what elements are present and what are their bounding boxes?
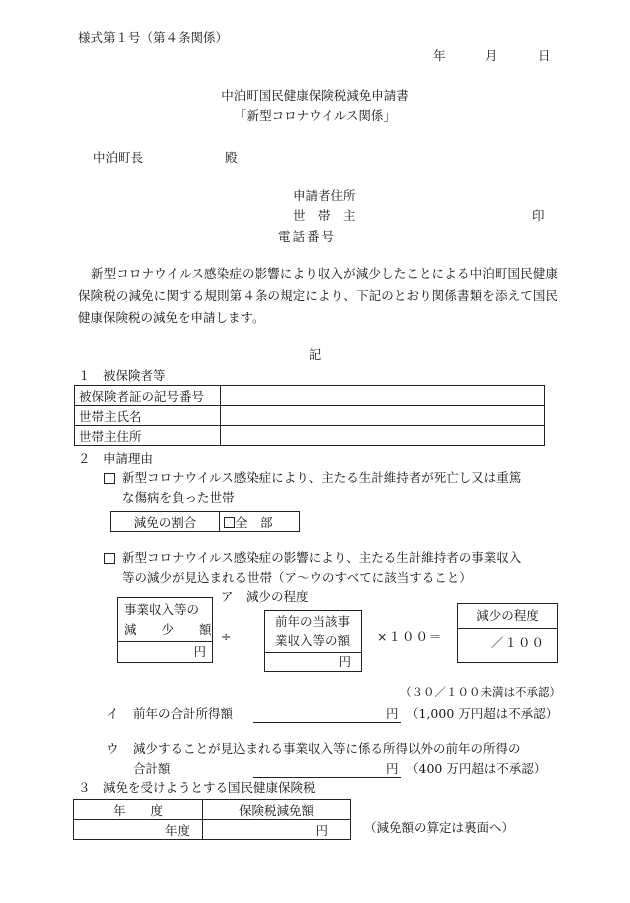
ki-heading: 記 [308, 347, 322, 362]
exemption-amount-cell[interactable]: 円 [203, 820, 351, 840]
item-i-yen: 円 [386, 706, 399, 721]
section3-heading: ３ 減免を受けようとする国民健康保険税 [78, 780, 316, 795]
table-row [74, 800, 351, 820]
rate-label: 減免の割合 [111, 512, 220, 532]
exemption-table [73, 799, 351, 840]
fiscal-year-cell[interactable]: 年度 [74, 820, 203, 840]
date-year-label: 年 [433, 48, 446, 63]
addressee-name: 中泊町長 [93, 150, 144, 165]
item-i-label: 前年の合計所得額 [133, 706, 234, 721]
application-body-text: 新型コロナウイルス感染症の影響により収入が減少したことによる中泊町国民健康保険税の減免に関する規則第４条の規定により、下記のとおり関係書類を添えて国民健康保険税の減免を申請します。 [78, 266, 558, 325]
item-u-line1: 減少することが見込まれる事業収入等に係る所得以外の前年の所得の [133, 741, 521, 756]
reduction-degree-box [457, 603, 558, 663]
divide-sign: ÷ [221, 629, 232, 644]
table-row [75, 386, 545, 406]
section2-heading: ２ 申請理由 [78, 451, 154, 466]
date-day-label: 日 [538, 48, 551, 63]
table-row [75, 426, 545, 446]
item-u-marker: ウ [106, 741, 119, 756]
phone-label: 電話番号 [278, 229, 337, 244]
insured-number-field[interactable] [221, 386, 545, 406]
degree-value: ／１００ [490, 635, 545, 650]
form-number: 様式第１号（第４条関係） [78, 30, 229, 45]
insured-number-label: 被保険者証の記号番号 [75, 386, 221, 406]
item-u-note: （400 万円超は不承認） [406, 761, 547, 776]
previous-label-1: 前年の当該事 [275, 614, 351, 629]
degree-note: （３０／１００未満は不承認） [400, 685, 561, 699]
seal-mark: 印 [532, 208, 545, 223]
item-u-amount-line[interactable] [253, 777, 401, 778]
head-address-field[interactable] [221, 426, 545, 446]
household-head-label: 世 帯 主 [293, 208, 356, 223]
rate-value: 全 部 [235, 514, 273, 530]
item-u-line2: 合計額 [133, 761, 171, 776]
reduction-amount-box [117, 597, 213, 663]
calculation-note: （減免額の算定は裏面へ） [364, 820, 515, 835]
item-u-yen: 円 [386, 761, 399, 776]
previous-amount-box [264, 610, 362, 672]
reason1-line1: 新型コロナウイルス感染症により、主たる生計維持者が死亡し又は重篤 [122, 470, 522, 485]
item-i-note: （1,000 万円超は不承認） [406, 706, 559, 721]
head-name-field[interactable] [221, 406, 545, 426]
page-subtitle: 「新型コロナウイルス関係」 [234, 108, 396, 123]
reason2-line2: 等の減少が見込まれる世帯（ア〜ウのすべてに該当すること） [122, 570, 472, 585]
rate-all-checkbox[interactable] [224, 517, 235, 528]
reason2-checkbox[interactable] [104, 553, 115, 564]
reason1-line2: な傷病を負った世帯 [122, 490, 235, 505]
reduction-label-1: 事業収入等の [124, 602, 200, 617]
head-name-label: 世帯主氏名 [75, 406, 221, 426]
table-row [111, 512, 300, 532]
reason1-checkbox[interactable] [104, 473, 115, 484]
degree-label: 減少の程度 [476, 608, 539, 623]
reason2-line1: 新型コロナウイルス感染症の影響により、主たる生計維持者の事業収入 [122, 550, 522, 565]
applicant-address-label: 申請者住所 [293, 188, 356, 203]
item-i-amount-line[interactable] [253, 722, 401, 723]
addressee-suffix: 殿 [225, 150, 238, 165]
section1-heading: １ 被保険者等 [78, 368, 166, 383]
reduction-label-2: 減 少 額 [124, 622, 212, 637]
reduction-yen: 円 [193, 644, 206, 659]
date-month-label: 月 [485, 48, 498, 63]
previous-label-2: 業収入等の額 [275, 633, 351, 648]
exemption-amount-header: 保険税減免額 [203, 800, 351, 820]
rate-table [110, 511, 300, 532]
table-row [75, 406, 545, 426]
table-row [74, 820, 351, 840]
item-a-heading: ア 減少の程度 [221, 589, 309, 604]
previous-yen: 円 [338, 654, 351, 669]
item-i-marker: イ [106, 706, 119, 721]
page-title: 中泊町国民健康保険税減免申請書 [221, 88, 409, 103]
head-address-label: 世帯主住所 [75, 426, 221, 446]
fiscal-year-header: 年 度 [74, 800, 203, 820]
multiply-100: ×１００＝ [377, 629, 443, 644]
rate-cell [220, 512, 300, 532]
insured-table [74, 385, 545, 446]
